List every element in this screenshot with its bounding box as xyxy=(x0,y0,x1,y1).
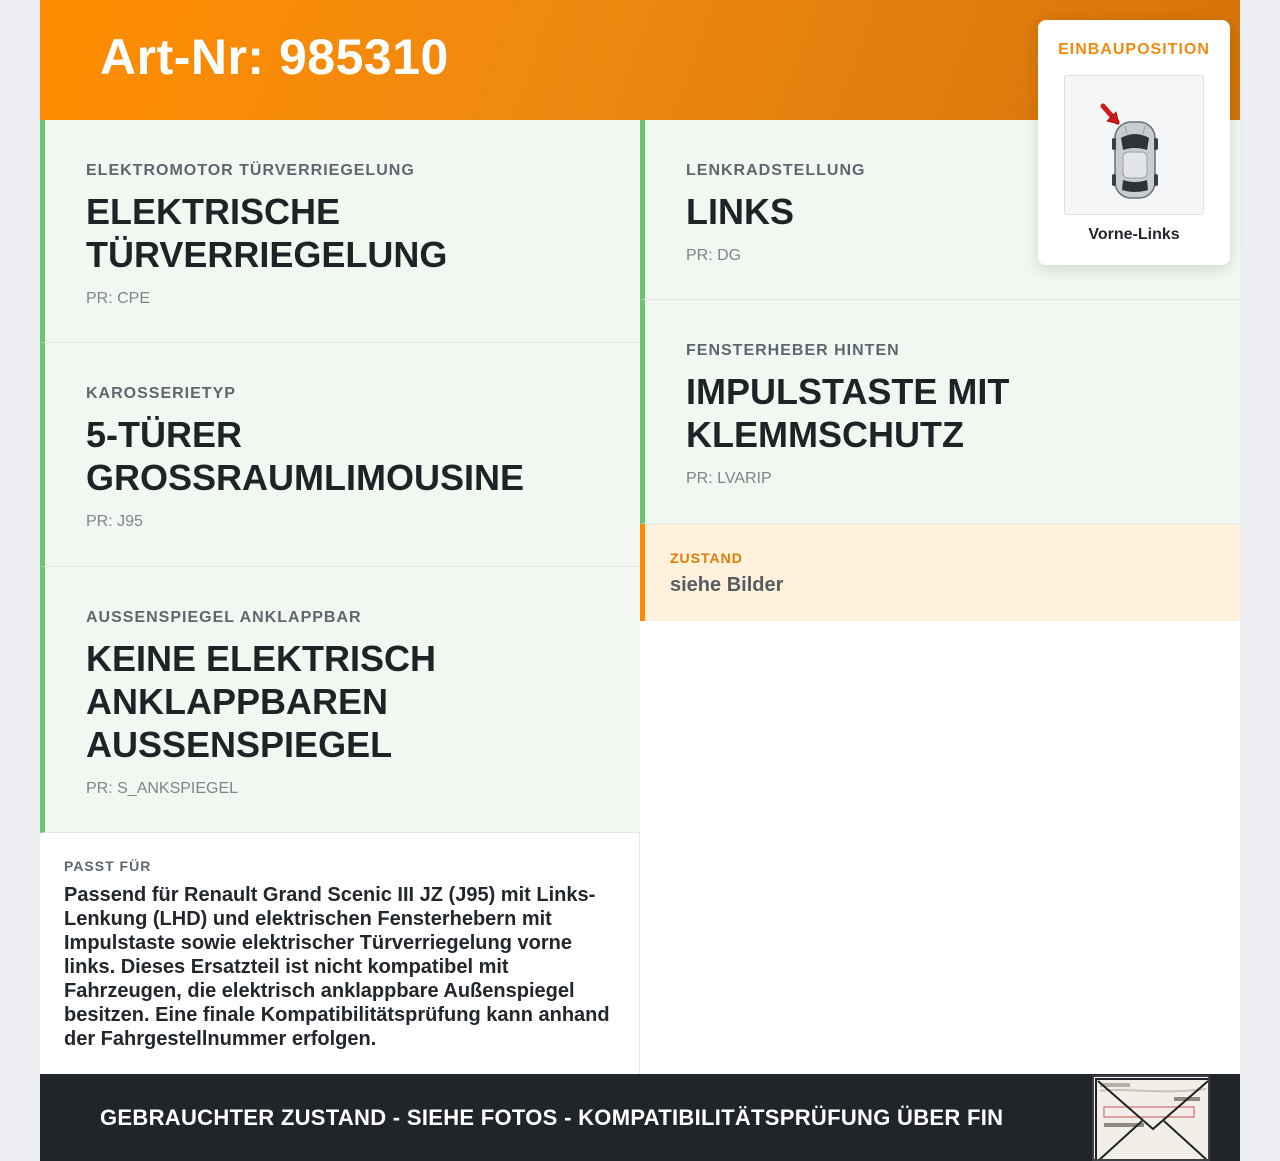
field-value xyxy=(86,637,436,766)
field-value xyxy=(686,190,865,233)
product-sheet xyxy=(40,0,1240,1161)
empty-area xyxy=(640,621,1240,1074)
value-line: GROSSRAUMLIMOUSINE xyxy=(86,457,525,498)
field-label: ELEKTROMOTOR TÜRVERRIEGELUNG xyxy=(86,162,415,179)
car-top-view-icon xyxy=(1065,76,1205,216)
field-aussenspiegel xyxy=(40,567,640,833)
value-line: 5-TÜRER xyxy=(86,414,243,455)
einbauposition-title: EINBAUPOSITION xyxy=(1058,41,1210,58)
value-line: LINKS xyxy=(686,191,794,232)
einbauposition-value: Vorne-Links xyxy=(1088,226,1180,243)
document-photo-icon xyxy=(1094,1077,1210,1161)
field-value xyxy=(86,190,447,276)
field-value xyxy=(86,413,524,499)
article-number-title: Art-Nr: 985310 xyxy=(100,29,449,85)
field-label: KAROSSERIETYP xyxy=(86,385,236,402)
pr-code: PR: CPE xyxy=(86,290,151,307)
field-fensterheber xyxy=(640,300,1240,524)
pr-code: PR: J95 xyxy=(86,513,143,530)
footer-text: GEBRAUCHTER ZUSTAND - SIEHE FOTOS - KOMPATIBILITÄTSPRÜFUNG ÜBER FIN xyxy=(100,1105,1004,1130)
value-line: KLEMMSCHUTZ xyxy=(686,414,964,455)
einbauposition-card xyxy=(1038,20,1230,265)
field-label: LENKRADSTELLUNG xyxy=(686,162,866,179)
footer-bar xyxy=(40,1074,1240,1161)
pr-code: PR: DG xyxy=(686,247,742,264)
passt-text: Passend für Renault Grand Scenic III JZ (J95) mit Links-Lenkung (LHD) und elektrischen Fensterhebern mit Impulstaste sowie elektrischer Türverriegelung vorne links. Dieses Ersatzteil ist nicht kompatibel mit Fahrzeugen, die elektrisch anklappbare Außenspiegel besitzen. Eine finale Kompatibilitätsprüfung kann anhand der Fahrgestellnummer erfolgen. xyxy=(64,884,610,1050)
zustand-label: ZUSTAND xyxy=(670,550,743,566)
field-elektromotor xyxy=(40,120,640,343)
pr-code: PR: LVARIP xyxy=(686,470,772,487)
field-label: FENSTERHEBER HINTEN xyxy=(686,342,900,359)
document-thumbnail[interactable] xyxy=(1092,1075,1210,1161)
car-diagram xyxy=(1064,75,1204,215)
value-line: IMPULSTASTE MIT xyxy=(686,371,1010,412)
value-line: ELEKTRISCHE xyxy=(86,191,341,232)
zustand-box xyxy=(640,524,1240,621)
value-line: TÜRVERRIEGELUNG xyxy=(86,234,448,275)
field-value xyxy=(686,370,1009,456)
value-line: AUSSENSPIEGEL xyxy=(86,724,393,765)
zustand-value: siehe Bilder xyxy=(670,574,784,596)
field-label: AUSSENSPIEGEL ANKLAPPBAR xyxy=(86,609,362,626)
field-karosserie xyxy=(40,343,640,567)
passt-fuer-section xyxy=(40,833,640,1074)
value-line: ANKLAPPBAREN xyxy=(86,681,389,722)
pr-code: PR: S_ANKSPIEGEL xyxy=(86,780,239,797)
value-line: KEINE ELEKTRISCH xyxy=(86,638,437,679)
passt-label: PASST FÜR xyxy=(64,858,152,874)
